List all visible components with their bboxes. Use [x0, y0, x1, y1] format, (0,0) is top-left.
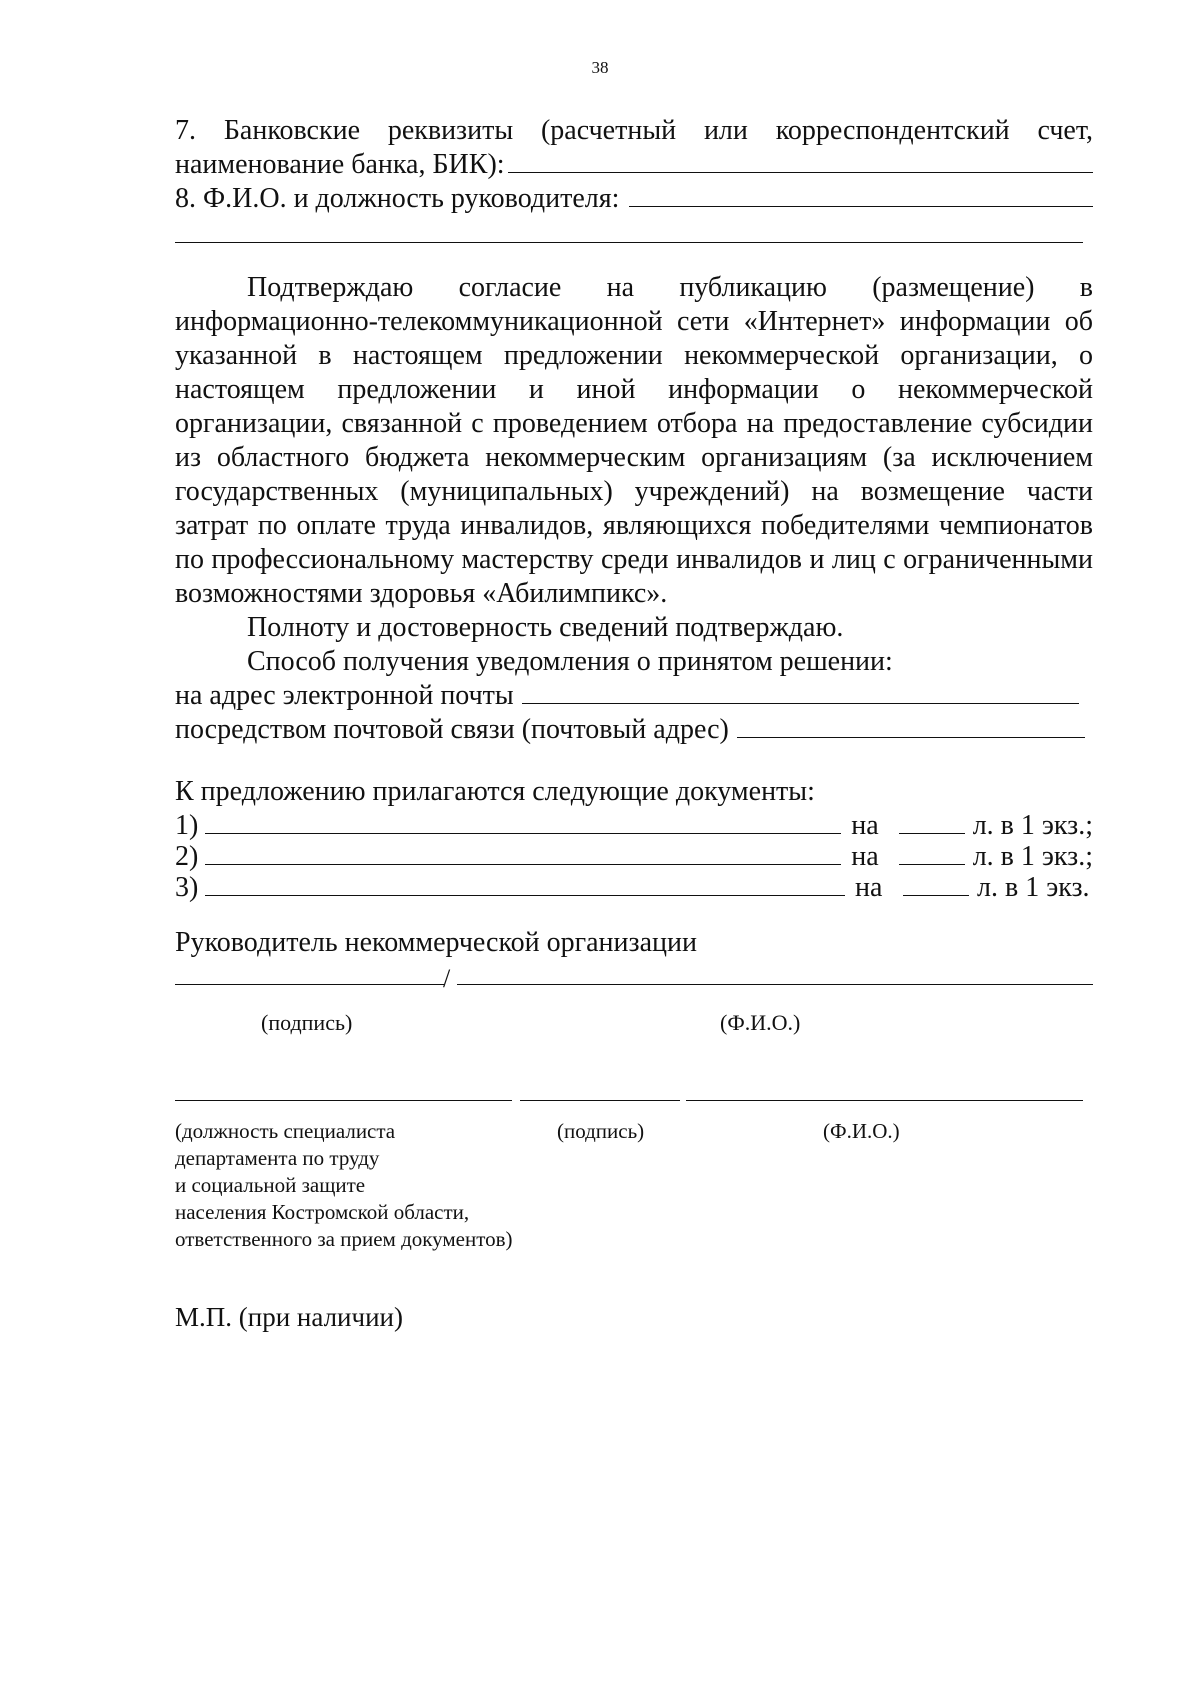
attachment-name-field[interactable] [205, 871, 845, 896]
attachment-pages-field[interactable] [899, 809, 965, 834]
post-label: посредством почтовой связи (почтовый адрес) [175, 714, 729, 745]
attachment-pages-field[interactable] [903, 871, 969, 896]
attachment-copies-label: л. в 1 экз. [977, 872, 1090, 903]
head-name-position-field[interactable] [629, 182, 1093, 207]
item8-row [175, 182, 1093, 216]
specialist-captions [175, 1118, 1093, 1268]
bank-details-field[interactable] [508, 148, 1093, 173]
specialist-position-line: населения Костромской области, [175, 1200, 470, 1224]
form-content [175, 114, 1093, 1334]
head-caption-name: (Ф.И.О.) [720, 1010, 801, 1035]
email-field[interactable] [522, 679, 1079, 704]
item7-row2 [175, 148, 1093, 182]
head-name-field[interactable] [457, 984, 1093, 985]
attachment-pages-field[interactable] [899, 840, 965, 865]
specialist-signature-field[interactable] [520, 1086, 680, 1101]
head-signature-title: Руководитель некоммерческой организации [175, 927, 697, 958]
specialist-name-field[interactable] [686, 1086, 1083, 1101]
attachment-copies-label: л. в 1 экз.; [972, 810, 1093, 841]
attachment-on-label: на [851, 841, 879, 872]
specialist-position-line: и социальной защите [175, 1173, 366, 1197]
head-name-position-field-continued[interactable] [175, 218, 1083, 243]
attachment-name-field[interactable] [205, 809, 841, 834]
stamp-note: М.П. (при наличии) [175, 1302, 403, 1332]
specialist-caption-name: (Ф.И.О.) [823, 1119, 900, 1143]
specialist-position-line: (должность специалиста [175, 1119, 396, 1143]
attachment-row [175, 840, 1093, 871]
specialist-position-line: ответственного за прием документов) [175, 1227, 513, 1251]
attachment-copies-label: л. в 1 экз.; [972, 841, 1093, 872]
attachment-row [175, 871, 1093, 902]
attachment-number: 2) [175, 841, 199, 872]
attachment-number: 3) [175, 872, 199, 903]
specialist-caption-sign: (подпись) [557, 1119, 645, 1143]
confirm-text: Полноту и достоверность сведений подтверждаю. [247, 612, 844, 643]
attachment-row [175, 809, 1093, 840]
item8-label: 8. Ф.И.О. и должность руководителя: [175, 183, 620, 214]
item7-line2: наименование банка, БИК): [175, 149, 505, 180]
head-caption-sign: (подпись) [261, 1010, 353, 1035]
specialist-signature-lines [175, 1086, 1093, 1106]
notification-heading: Способ получения уведомления о принятом решении: [247, 646, 893, 677]
attachment-on-label: на [851, 810, 879, 841]
attachments-list [175, 809, 1093, 902]
page-number: 38 [591, 58, 609, 77]
postal-address-field[interactable] [737, 713, 1085, 738]
attachments-heading: К предложению прилагаются следующие документы: [175, 776, 815, 807]
head-signature-field[interactable] [175, 984, 444, 985]
head-signature-lines [175, 966, 1093, 1006]
consent-paragraph: Подтверждаю согласие на публикацию (размещение) в информационно-телекоммуникационной сети «Интернет» информации об указанной в настоящем предложении некоммерческой организации, о настоящем предложении и иной информации о некоммерческой организации, связанной с проведением отбора на предоставление субсидии из областного бюджета некоммерческим организациям (за исключением государственных (муниципальных) учреждений) на возмещение части затрат по оплате труда инвалидов, являющихся победителями чемпионатов по профессиональному мастерству среди инвалидов и лиц с ограниченными возможностями здоровья «Абилимпикс». [175, 272, 1093, 609]
attachment-number: 1) [175, 810, 199, 841]
specialist-position-caption [175, 1118, 595, 1253]
signature-slash: / [443, 964, 451, 993]
email-label: на адрес электронной почты [175, 680, 514, 711]
item7-line1: 7. Банковские реквизиты (расчетный или корреспондентский счет, [175, 115, 1093, 146]
post-row [175, 713, 1093, 747]
attachment-on-label: на [855, 872, 883, 903]
attachment-name-field[interactable] [205, 840, 841, 865]
head-signature-captions [175, 1006, 1093, 1036]
specialist-position-field[interactable] [175, 1086, 512, 1101]
specialist-position-line: департамента по труду [175, 1146, 380, 1170]
email-row [175, 679, 1093, 713]
